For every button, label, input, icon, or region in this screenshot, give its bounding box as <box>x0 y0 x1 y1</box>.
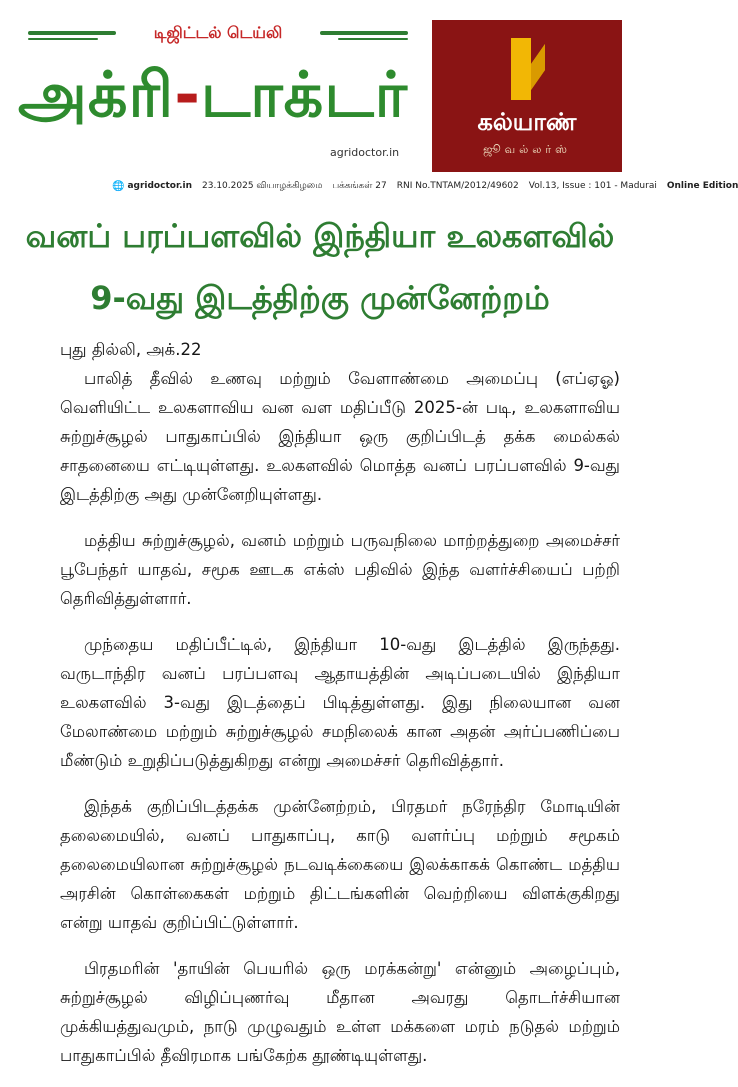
info-site[interactable]: agridoctor.in <box>127 181 193 191</box>
ad-brand-name: கல்யாண் <box>477 108 577 136</box>
globe-icon: 🌐 <box>112 180 125 192</box>
headline <box>20 205 620 329</box>
tagline-rule-left-thin <box>28 38 98 40</box>
info-volume: Vol.13, Issue : 101 - Madurai <box>528 181 657 191</box>
kalyan-logo-icon <box>505 34 549 104</box>
paragraph-1: பாலித் தீவில் உணவு மற்றும் வேளாண்மை அமைப்பு (எப்ஏஓ) வெளியிட்ட உலகளாவிய வன வள மதிப்பீடு 2025-ன் படி, உலகளாவிய சுற்றுச்சூழல் பாதுகாப்பில் இந்தியா ஒரு குறிப்பிடத் தக்க மைல்கல் சாதனையை எட்டியுள்ளது. உலகளவில் மொத்த வனப் பரப்பளவில் 9-வது இடத்திற்கு அது முன்னேறியுள்ளது. <box>60 369 620 504</box>
info-date: 23.10.2025 வியாழக்கிழமை <box>202 180 323 191</box>
headline-line-2: 9-வது இடத்திற்கு முன்னேற்றம் <box>90 279 550 317</box>
paragraph-2: மத்திய சுற்றுச்சூழல், வனம் மற்றும் பருவநிலை மாற்றத்துறை அமைச்சர் பூபேந்தர் யாதவ், சமூக ஊடக எக்ஸ் பதிவில் இந்த வளர்ச்சியைப் பற்றி தெரிவித்துள்ளார். <box>60 531 620 608</box>
ad-brand-sub: ஜூவல்லர்ஸ் <box>483 143 571 156</box>
tagline-rule-right <box>320 31 408 35</box>
paragraph-4: இந்தக் குறிப்பிடத்தக்க முன்னேற்றம், பிரதமர் நரேந்திர மோடியின் தலைமையில், வனப் பாதுகாப்பு, காடு வளர்ப்பு மற்றும் சமூகம் தலைமையிலான சுற்றுச்சூழல் நடவடிக்கையை இலக்காகக் கொண்ட மத்திய அரசின் கொள்கைகள் மற்றும் திட்டங்களின் வெற்றியை விளக்குகிறது என்று யாதவ் குறிப்பிட்டுள்ளார். <box>60 797 620 932</box>
info-bar <box>112 178 738 194</box>
brand-left: அக்ரி <box>18 58 175 131</box>
article-body <box>60 335 620 1087</box>
paragraph-5: பிரதமரின் 'தாயின் பெயரில் ஒரு மரக்கன்று' என்னும் அழைப்பும், சுற்றுச்சூழல் விழிப்புணர்வு மீதான அவரது தொடர்ச்சியான முக்கியத்துவமும், நாடு முழுவதும் உள்ள மக்களை மரம் நடுதல் மற்றும் பாதுகாப்பில் தீவிரமாக பங்கேற்க தூண்டியுள்ளது. <box>60 959 620 1065</box>
brand-logo <box>18 50 418 140</box>
tagline-row <box>20 22 415 44</box>
info-rni: RNI No.TNTAM/2012/49602 <box>396 181 519 191</box>
headline-line-1: வனப் பரப்பளவில் இந்தியா உலகளவில் <box>25 217 615 255</box>
brand-right: டாக்டர் <box>200 58 409 131</box>
dateline: புது தில்லி, அக்.22 <box>60 340 202 359</box>
masthead <box>0 0 738 200</box>
kalyan-ad[interactable] <box>432 20 622 172</box>
paragraph-3: முந்தைய மதிப்பீட்டில், இந்தியா 10-வது இடத்தில் இருந்தது. வருடாந்திர வனப் பரப்பளவு ஆதாயத்தின் அடிப்படையில் இந்தியா உலகளவில் 3-வது இடத்தைப் பிடித்துள்ளது. இது நிலையான வன மேலாண்மை மற்றும் சுற்றுச்சூழல் சமநிலைக் கான அதன் அர்ப்பணிப்பை மீண்டும் உறுதிப்படுத்துகிறது என்று அமைச்சர் தெரிவித்தார். <box>60 635 620 770</box>
brand-dash: - <box>174 58 201 131</box>
info-edition: Online Edition <box>666 181 738 191</box>
tagline: டிஜிட்டல் டெய்லி <box>153 23 283 42</box>
tagline-rule-left <box>28 31 116 35</box>
info-pages: பக்கங்கள் 27 <box>332 180 387 191</box>
site-url[interactable]: agridoctor.in <box>330 146 400 159</box>
tagline-rule-right-thin <box>338 38 408 40</box>
